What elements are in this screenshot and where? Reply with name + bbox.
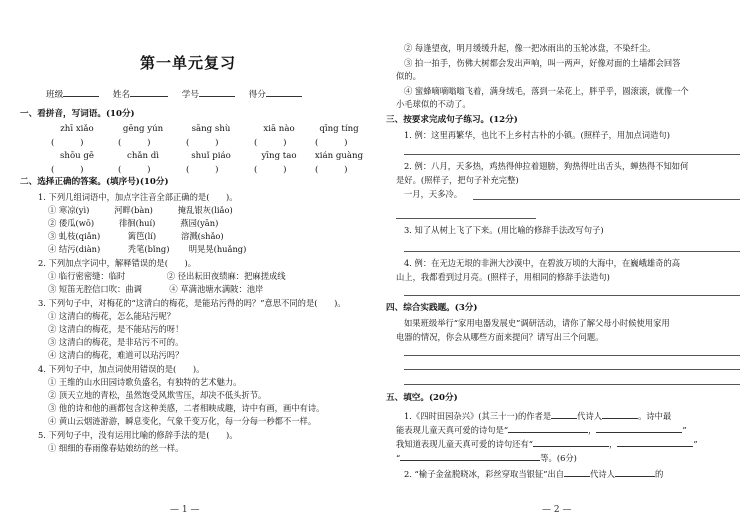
question-text: 1. 例：这里再繁华，也比不上乡村古朴的小镇。(照样子，用加点词造句) bbox=[404, 130, 670, 140]
option-text[interactable]: ① 这清白的梅花，怎么能玷污呢？ bbox=[48, 311, 176, 321]
option-text[interactable]: ③ 他的诗和他的画都包含这种美感，二者相映成趣，诗中有画，画中有诗。 bbox=[48, 403, 325, 413]
option-text[interactable]: ④ 这清白的梅花，难道可以玷污吗？ bbox=[48, 350, 184, 360]
page-title: 第一单元复习 bbox=[140, 54, 237, 72]
option-text[interactable]: ② 这清白的梅花，是不能玷污的呀！ bbox=[48, 324, 184, 334]
fill-text: 1.《四时田园杂兴》(其三十一)的作者是 bbox=[404, 411, 552, 421]
answer-box[interactable]: ( ) bbox=[186, 165, 219, 175]
student-info-row bbox=[46, 87, 302, 101]
blank[interactable] bbox=[564, 467, 590, 477]
fill-text: 代诗人 bbox=[577, 411, 603, 421]
option-text[interactable]: ② 顶天立地的青松，虽然饱受风欺雪压，却决不低头折节。 bbox=[48, 390, 267, 400]
score-label: 得分 bbox=[248, 90, 266, 100]
pinyin: xiā nào bbox=[263, 124, 295, 134]
option-text[interactable]: ① 王维的山水田园诗歌负盛名，有独特的艺术魅力。 bbox=[48, 377, 242, 387]
pinyin: xián guàng bbox=[314, 151, 364, 161]
option-continuation: 小毛球似的不动了。 bbox=[396, 99, 471, 109]
pinyin: yīng tao bbox=[261, 151, 297, 161]
blank[interactable] bbox=[617, 437, 693, 447]
section5-heading: 五、填空。(20分) bbox=[386, 393, 458, 403]
answer-line[interactable] bbox=[404, 295, 740, 296]
blank[interactable] bbox=[551, 409, 577, 419]
question-text: 1. 下列几组词语中，加点字注音全部正确的是( )。 bbox=[38, 192, 238, 202]
section2-heading: 二、选择正确的答案。(填序号)(10分) bbox=[20, 177, 169, 187]
fill-text: ” bbox=[682, 425, 687, 435]
fill-blank-line bbox=[404, 409, 671, 422]
answer-line[interactable] bbox=[404, 355, 740, 356]
section1-heading: 一、看拼音，写词语。(10分) bbox=[20, 109, 135, 119]
answer-line[interactable] bbox=[473, 199, 740, 200]
fill-blank-line: 能表现儿童天真可爱的诗句是“ ， ” bbox=[396, 425, 687, 435]
question-text: 4. 下列句子中，加点词使用错误的是( )。 bbox=[38, 364, 205, 374]
section4-heading: 四、综合实践题。(3分) bbox=[386, 303, 478, 313]
option-text[interactable]: ② 倭瓜(wō) 徘徊(huí) 燕园(yān) bbox=[48, 218, 219, 228]
fill-text: 代诗人 bbox=[590, 469, 615, 479]
fill-text: 能表现儿童天真可爱的诗句是“ bbox=[396, 425, 509, 435]
option-text[interactable]: ③ 短笛无腔信口吹：曲调 ④ 草满池塘水满陂：池岸 bbox=[48, 284, 264, 294]
question-text: 3. 知了从树上飞了下来。(用比喻的修辞手法改写句子) bbox=[404, 225, 604, 235]
answer-line[interactable] bbox=[404, 369, 740, 370]
blank[interactable] bbox=[508, 423, 588, 433]
answer-box[interactable]: ( ) bbox=[51, 165, 84, 175]
class-blank[interactable] bbox=[63, 87, 99, 97]
right-page bbox=[378, 0, 750, 530]
option-text[interactable]: ① 细细的春雨像春姑娘纺的丝一样。 bbox=[48, 443, 184, 453]
answer-line[interactable] bbox=[396, 218, 536, 219]
answer-line[interactable] bbox=[404, 384, 740, 385]
option-text[interactable]: ③ 拍一拍手，伤佛大树都会发出声响，叫一两声，好像对面的土墙都会回答 bbox=[404, 58, 681, 68]
blank[interactable] bbox=[615, 467, 655, 477]
answer-box[interactable]: ( ) bbox=[51, 138, 84, 148]
answer-line[interactable] bbox=[404, 154, 740, 155]
question-text: 4. 例：在无边无垠的非洲大沙漠中，在碧波万顷的大海中，在巍峨雄奇的高 bbox=[404, 258, 681, 268]
paragraph-text: 如果班级举行“家用电器发展史”调研活动，请你了解父母小时候使用家用 bbox=[404, 318, 670, 328]
option-text[interactable]: ① 寒凉(yì) 河畔(bàn) 掩乱银灰(liǎo) bbox=[48, 205, 233, 215]
fill-text: 2. “榆子金盆脱晓冰，彩丝穿取当银钲”出自 bbox=[404, 469, 565, 479]
pinyin: zhī xiǎo bbox=[60, 124, 94, 134]
blank[interactable] bbox=[602, 409, 638, 419]
answer-box[interactable]: ( ) bbox=[118, 165, 151, 175]
option-text[interactable]: ④ 结污(diàn) 秃笔(bǐng) 明晃晃(huǎng) bbox=[48, 244, 247, 254]
option-text[interactable]: ④ 黄山云烟涟游游，瞬息变化，气象千变万化，每一分每一秒都不一样。 bbox=[48, 416, 317, 426]
section3-heading: 三、按要求完成句子练习。(12分) bbox=[386, 115, 518, 125]
question-text: 5. 下列句子中，没有运用比喻的修辞手法的是( )。 bbox=[38, 430, 238, 440]
answer-box[interactable]: ( ) bbox=[315, 165, 348, 175]
option-text[interactable]: ③ 这清白的梅花，是非玷污不可的。 bbox=[48, 337, 184, 347]
option-continuation: 似的。 bbox=[396, 71, 421, 81]
pinyin: shōu gē bbox=[60, 151, 94, 161]
answer-box[interactable]: ( ) bbox=[315, 138, 348, 148]
fill-blank-line: “ 等。(6分) bbox=[396, 453, 577, 463]
fill-text: 我知道表现儿童天真可爱的诗句还有“ bbox=[396, 439, 533, 449]
question-text: 山上，我都看到过月亮。(照样子，用相同的修辞手法造句) bbox=[396, 272, 610, 282]
pinyin: chǎn dì bbox=[127, 151, 159, 161]
pinyin: qīng tíng bbox=[319, 124, 359, 134]
question-text: 3. 下列句子中，对梅花的“这清白的梅花，是能玷污得的吗？”意思不同的是( )。 bbox=[38, 298, 346, 308]
page-number: — 2 — bbox=[542, 505, 572, 515]
answer-box[interactable]: ( ) bbox=[254, 165, 287, 175]
number-blank[interactable] bbox=[199, 87, 235, 97]
option-text[interactable]: ① 临行密密缝：临时 ② 径出耘田夜绩麻：把麻搓成线 bbox=[48, 271, 286, 281]
answer-line[interactable] bbox=[404, 251, 740, 252]
option-text[interactable]: ④ 蜜蜂嘀嘀嗡嗡飞着，满身绒毛，落到一朵花上，胖乎乎，圆滚滚，就像一个 bbox=[404, 86, 689, 96]
blank[interactable] bbox=[400, 451, 540, 461]
paragraph-text: 电器的情况，你会从哪些方面来提问？请写出三个问题。 bbox=[396, 332, 604, 342]
fill-text: ” bbox=[693, 439, 698, 449]
example-prompt: 一月，天多冷。 bbox=[404, 189, 463, 199]
pinyin: gēng yún bbox=[122, 124, 164, 134]
fill-blank-line bbox=[404, 467, 663, 480]
blank[interactable] bbox=[596, 423, 682, 433]
question-text: 2. 例：八月，天多热，鸡热得伸拉着翅膀，狗热得吐出舌头，蝉热得不知如何 bbox=[404, 161, 689, 171]
blank[interactable] bbox=[533, 437, 609, 447]
page-number: — 1 — bbox=[170, 505, 200, 515]
left-page bbox=[0, 0, 372, 530]
question-text: 2. 下列加点字词中，解释错误的是( )。 bbox=[38, 258, 197, 268]
question-text: 是好。(照样子，把句子补充完整) bbox=[396, 175, 519, 185]
option-text[interactable]: ③ 虬枝(qiǎn) 篱笆(lí) 溶溅(shǎo) bbox=[48, 231, 224, 241]
answer-box[interactable]: ( ) bbox=[118, 138, 151, 148]
pinyin: sāng shù bbox=[191, 124, 231, 134]
number-label: 学号 bbox=[181, 90, 199, 100]
pinyin: shuǐ piáo bbox=[191, 151, 231, 161]
fill-blank-line: 我知道表现儿童天真可爱的诗句还有“ ， ” bbox=[396, 439, 698, 449]
class-label: 班级 bbox=[46, 90, 64, 100]
fill-text: 等。(6分) bbox=[540, 453, 577, 463]
fill-text: 的 bbox=[655, 469, 664, 479]
name-label: 姓名 bbox=[112, 90, 131, 100]
fill-text: 。诗中最 bbox=[638, 411, 672, 421]
answer-box[interactable]: ( ) bbox=[186, 138, 219, 148]
score-blank[interactable] bbox=[266, 87, 302, 97]
answer-box[interactable]: ( ) bbox=[254, 138, 287, 148]
option-text[interactable]: ② 每逢望夜，明月缓缓升起，像一把冰雨出的玉轮冰盘，不染纤尘。 bbox=[404, 43, 656, 53]
name-blank[interactable] bbox=[130, 87, 168, 97]
